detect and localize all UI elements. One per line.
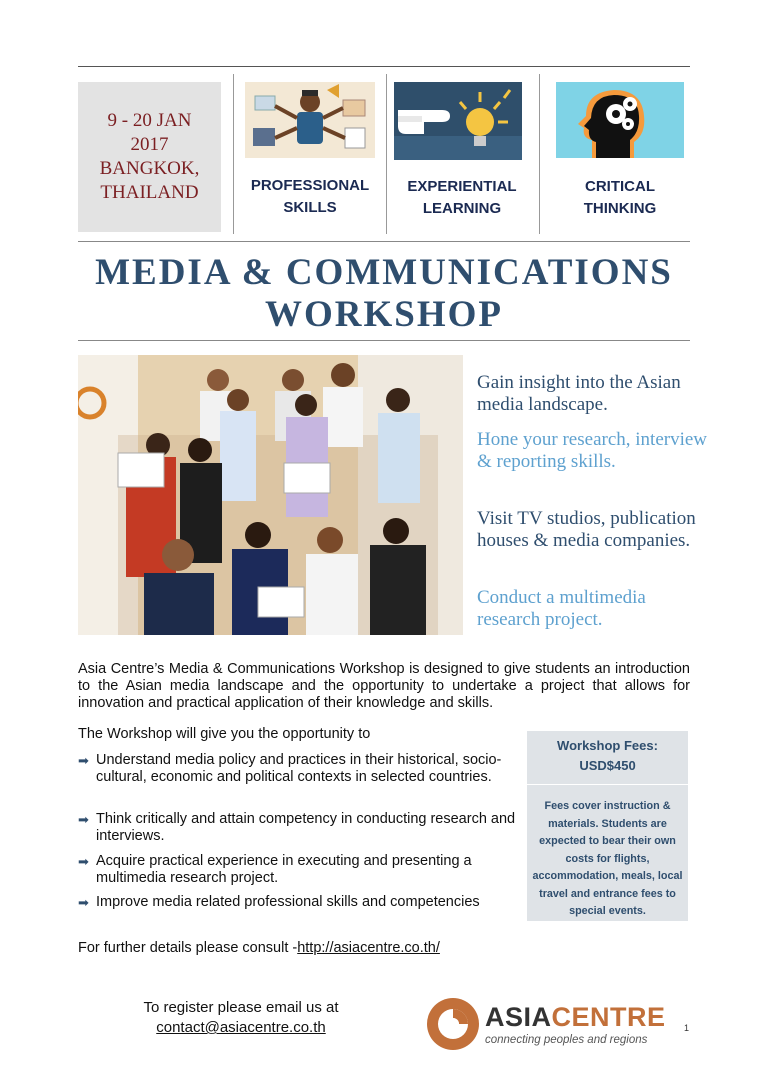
feature-experiential-learning bbox=[387, 176, 537, 220]
city-line: BANGKOK, bbox=[99, 158, 200, 179]
fees-amount: USD$450 bbox=[579, 758, 636, 773]
email-link[interactable]: contact@asiacentre.co.th bbox=[156, 1019, 326, 1036]
details-line bbox=[78, 940, 440, 956]
arrow-right-icon: ➡ bbox=[78, 854, 89, 869]
arrow-right-icon: ➡ bbox=[78, 895, 89, 910]
page-title bbox=[60, 252, 708, 336]
logo-word-asia: ASIA bbox=[485, 1002, 552, 1032]
date-location-box bbox=[78, 82, 221, 232]
logo-wordmark bbox=[485, 1002, 666, 1033]
hand-lightbulb-icon bbox=[394, 82, 522, 160]
title-line1: MEDIA & COMMUNICATIONS bbox=[95, 252, 673, 293]
highlight-project: Conduct a multimedia research project. bbox=[477, 587, 646, 630]
year-line: 2017 bbox=[130, 134, 169, 155]
fees-box bbox=[527, 731, 688, 921]
date-line: 9 - 20 JAN bbox=[107, 110, 192, 131]
feature-professional-skills bbox=[235, 175, 385, 219]
register-block bbox=[110, 998, 372, 1038]
logo-word-centre: CENTRE bbox=[551, 1002, 666, 1032]
column-divider bbox=[233, 74, 234, 234]
bullet-text: Understand media policy and practices in their historical, socio-cultural, economic and political contexts in selected countries. bbox=[96, 752, 502, 785]
logo-swirl-icon bbox=[425, 996, 481, 1052]
logo-tagline: connecting peoples and regions bbox=[485, 1034, 648, 1046]
fees-title bbox=[527, 731, 688, 776]
multitasking-person-icon bbox=[245, 82, 375, 158]
arrow-right-icon: ➡ bbox=[78, 812, 89, 827]
fees-note: Fees cover instruction & materials. Students are expected to bear their own costs for flights, accommodation, meals, local travel and entrance fees to special events. bbox=[532, 800, 683, 917]
details-prefix: For further details please consult - bbox=[78, 940, 298, 956]
column-divider bbox=[539, 74, 540, 234]
highlight-insight: Gain insight into the Asian media landscape. bbox=[477, 372, 681, 415]
intro-paragraph: Asia Centre’s Media & Communications Workshop is designed to give students an introduction to the Asian media landscape and the opportunity to undertake a project that allows for innovation and practical application of their knowledge and skills. bbox=[78, 661, 690, 711]
fees-title-line1: Workshop Fees: bbox=[557, 738, 658, 753]
country-line: THAILAND bbox=[100, 182, 199, 203]
bullet-text: Improve media related professional skills and competencies bbox=[96, 894, 480, 910]
bullet-text: Acquire practical experience in executing and presenting a multimedia research project. bbox=[96, 853, 472, 886]
list-item bbox=[78, 853, 518, 887]
list-item bbox=[78, 811, 518, 845]
list-item bbox=[78, 894, 518, 911]
group-photo bbox=[78, 355, 463, 635]
feature-label-line1: CRITICAL bbox=[585, 178, 655, 195]
highlight-research: Hone your research, interview & reporting skills. bbox=[477, 429, 708, 472]
feature-critical-thinking bbox=[545, 176, 695, 220]
feature-label-line2: SKILLS bbox=[283, 199, 337, 216]
feature-label-line1: PROFESSIONAL bbox=[250, 177, 370, 194]
arrow-right-icon: ➡ bbox=[78, 753, 89, 768]
bullet-text: Think critically and attain competency in conducting research and interviews. bbox=[96, 811, 516, 844]
list-item bbox=[78, 752, 518, 786]
highlight-visits: Visit TV studios, publication houses & media companies. bbox=[477, 508, 696, 551]
register-text: To register please email us at bbox=[143, 999, 339, 1016]
title-rule bbox=[78, 340, 690, 341]
title-line2: WORKSHOP bbox=[264, 294, 504, 335]
page-number: 1 bbox=[684, 1023, 690, 1033]
feature-label-line2: THINKING bbox=[583, 200, 657, 217]
feature-label-line1: EXPERIENTIAL bbox=[407, 178, 517, 195]
top-rule bbox=[78, 66, 690, 67]
bullet-lead: The Workshop will give you the opportunity to bbox=[78, 726, 371, 742]
head-gears-icon bbox=[556, 82, 684, 158]
asia-centre-logo bbox=[425, 996, 695, 1054]
header-rule bbox=[78, 241, 690, 242]
feature-label-line2: LEARNING bbox=[422, 200, 502, 217]
website-link[interactable]: http://asiacentre.co.th/ bbox=[297, 940, 440, 956]
